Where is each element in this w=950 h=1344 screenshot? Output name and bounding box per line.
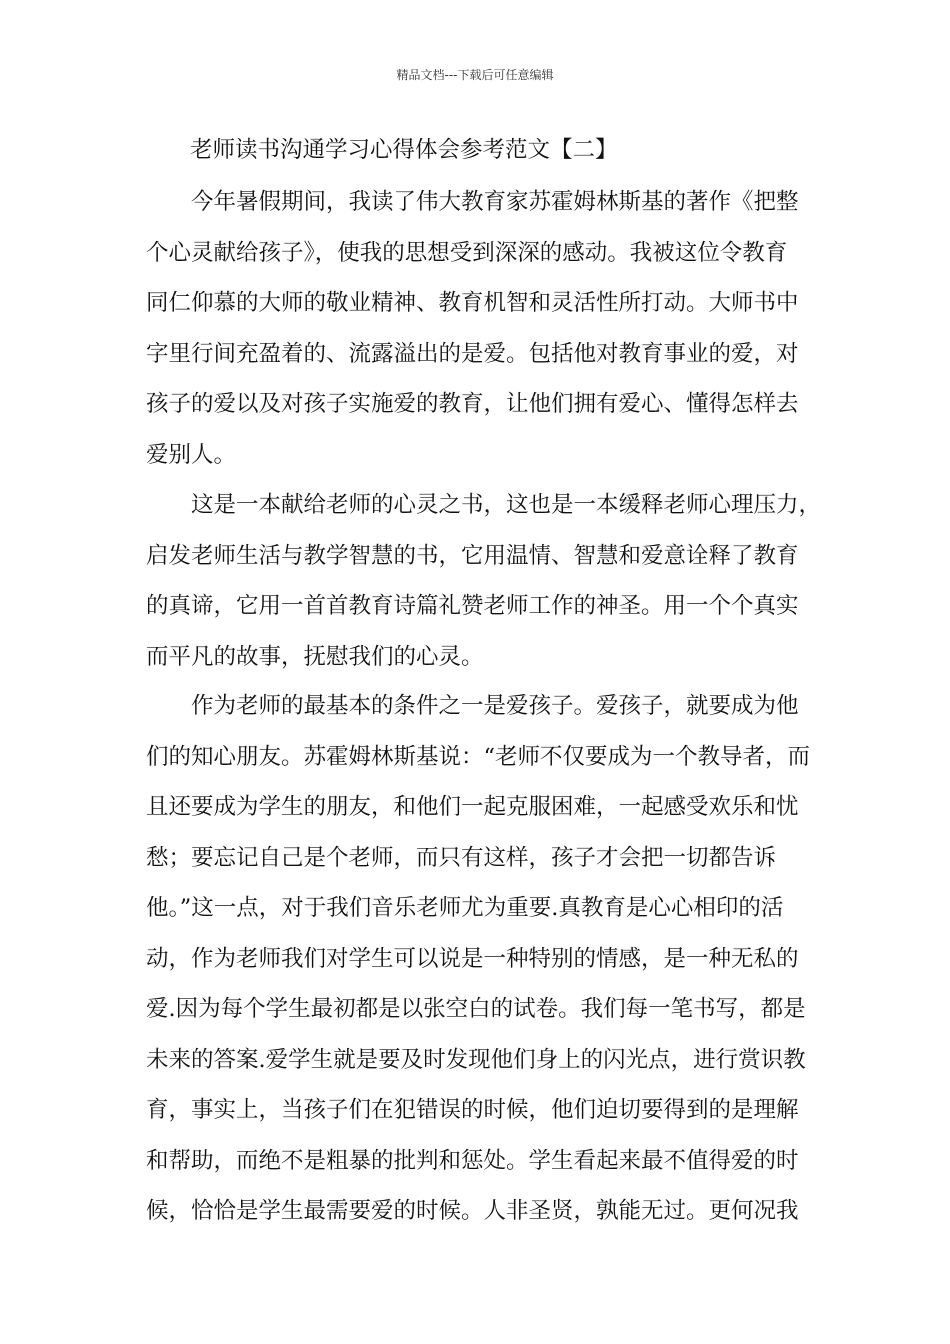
paragraph-line: 和帮助，而绝不是粗暴的批判和惩处。学生看起来最不值得爱的时 — [146, 1147, 799, 1174]
paragraph-line: 个心灵献给孩子》，使我的思想受到深深的感动。我被这位令教育 — [146, 239, 788, 266]
paragraph-line: 启发老师生活与教学智慧的书，它用温情、智慧和爱意诠释了教育 — [146, 542, 799, 569]
paragraph-line: 同仁仰慕的大师的敬业精神、教育机智和灵活性所打动。大师书中 — [146, 290, 799, 316]
paragraph-line: 动，作为老师我们对学生可以说是一种特别的情感，是一种无私的 — [146, 945, 799, 972]
header-note: 精品文档---下载后可任意编辑 — [396, 68, 554, 82]
paragraph-line: 爱别人。 — [146, 441, 237, 468]
paragraph-line: 育，事实上，当孩子们在犯错误的时候，他们迫切要得到的是理解 — [146, 1097, 799, 1123]
paragraph-1 — [146, 177, 806, 480]
paragraph-line: 字里行间充盈着的、流露溢出的是爱。包括他对教育事业的爱，对 — [146, 340, 799, 367]
paragraph-line: 而平凡的故事，抚慰我们的心灵。 — [146, 643, 484, 670]
paragraph-line: 爱.因为每个学生最初都是以张空白的试卷。我们每一笔书写，都是 — [146, 996, 806, 1022]
paragraph-2 — [146, 480, 822, 682]
paragraph-line: 愁；要忘记自己是个老师，而只有这样，孩子才会把一切都告诉 — [146, 844, 777, 871]
paragraph-3 — [146, 681, 811, 1237]
document-title: 老师读书沟通学习心得体会参考范文【二】 — [190, 137, 618, 163]
paragraph-line: 他。”这一点，对于我们音乐老师尤为重要.真教育是心心相印的活 — [146, 895, 784, 921]
paragraph-line: 候，恰恰是学生最需要爱的时候。人非圣贤，孰能无过。更何况我 — [146, 1198, 799, 1224]
paragraph-line: 这是一本献给老师的心灵之书，这也是一本缓释老师心理压力， — [191, 492, 822, 518]
paragraph-line: 作为老师的最基本的条件之一是爱孩子。爱孩子，就要成为他 — [191, 693, 799, 719]
paragraph-line: 孩子的爱以及对孩子实施爱的教育，让他们拥有爱心、懂得怎样去 — [146, 391, 799, 417]
paragraph-line: 今年暑假期间，我读了伟大教育家苏霍姆林斯基的著作《把整 — [191, 189, 799, 215]
paragraph-line: 且还要成为学生的朋友，和他们一起克服困难，一起感受欢乐和忧 — [146, 794, 799, 820]
paragraph-line: 们的知心朋友。苏霍姆林斯基说：“老师不仅要成为一个教导者，而 — [146, 743, 811, 770]
paragraph-line: 未来的答案.爱学生就是要及时发现他们身上的闪光点，进行赏识教 — [146, 1046, 806, 1073]
paragraph-line: 的真谛，它用一首首教育诗篇礼赞老师工作的神圣。用一个个真实 — [146, 593, 799, 619]
